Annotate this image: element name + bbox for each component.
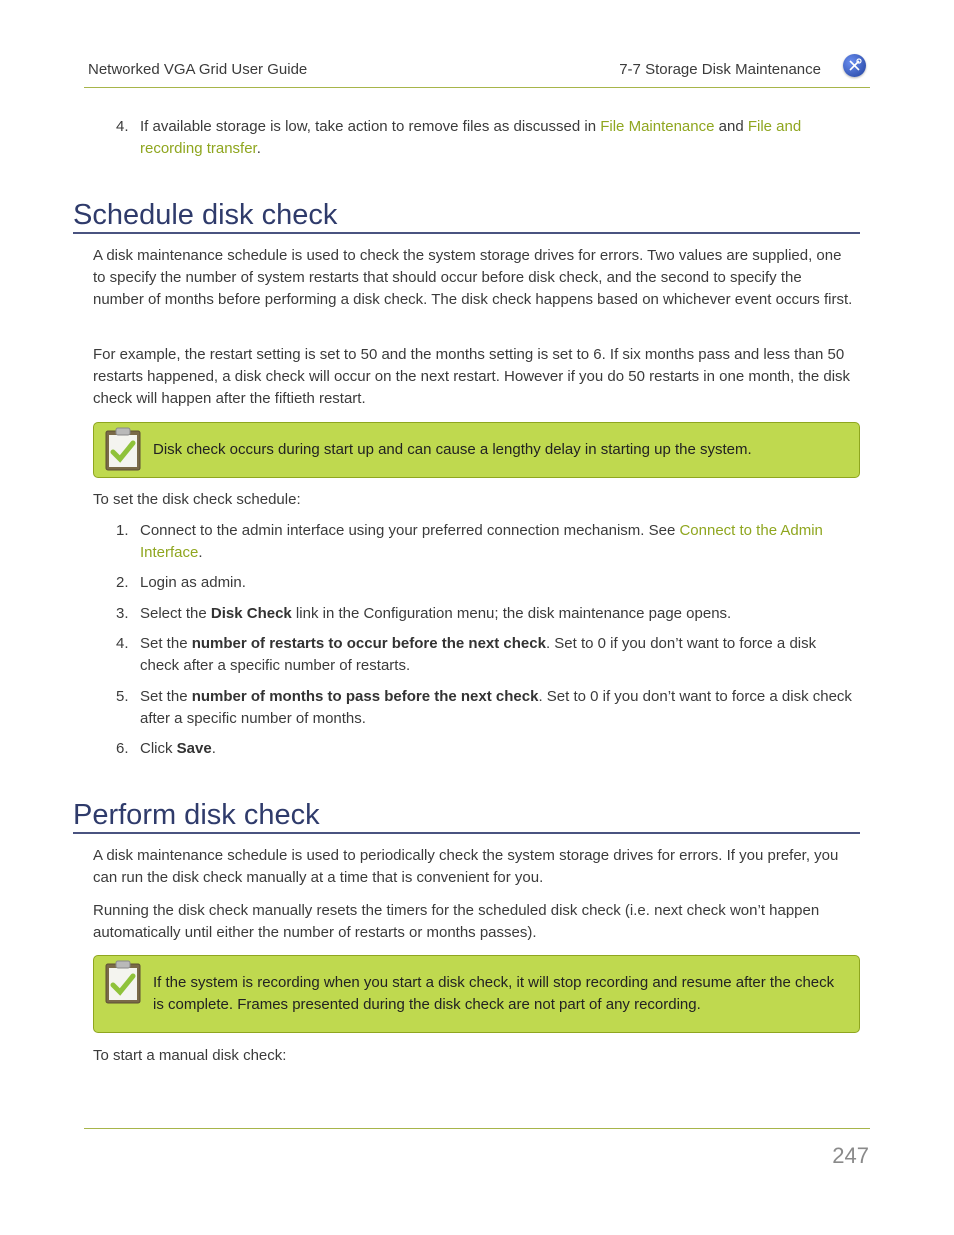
list-item (116, 686, 856, 730)
list-item (116, 738, 856, 760)
step-number: 5. (116, 688, 129, 705)
bold-term: Save (176, 740, 212, 757)
note-box (93, 955, 860, 1033)
schedule-heading: Schedule disk check (73, 198, 860, 234)
step-text: Select the (140, 605, 211, 622)
file-recording-transfer-link[interactable]: File and recording transfer (140, 118, 802, 157)
list-item (116, 520, 856, 564)
list-item (116, 633, 856, 677)
step-number: 4. (116, 635, 129, 652)
perform-para-1: A disk maintenance schedule is used to periodically check the system storage drives for errors. If you prefer, you can run the disk check manually at a time that is convenient for you. (93, 847, 839, 886)
step-number: 4. (116, 118, 129, 135)
page-header (84, 52, 870, 88)
bold-term: number of months to pass before the next check (191, 688, 539, 705)
note-text: If the system is recording when you start a disk check, it will stop recording and resume after the check is complete. Frames presented during the disk check are not part of any recording. (153, 974, 835, 1013)
step-text: Connect to the admin interface using your preferred connection mechanism. See (140, 522, 680, 539)
step-text: and (714, 118, 748, 135)
note-text: Disk check occurs during start up and can cause a lengthy delay in starting up the system. (153, 441, 752, 458)
footer-rule (84, 1128, 870, 1129)
step-text: . Set to 0 if you don’t want to force a disk check after a specific number of months. (140, 688, 852, 727)
step-text: If available storage is low, take action to remove files as discussed in (140, 118, 601, 135)
perform-para-2: Running the disk check manually resets the timers for the scheduled disk check (i.e. next check won’t happen automatically until either the number of restarts or months passes). (93, 902, 820, 941)
step-text: Click (140, 740, 177, 757)
schedule-para-2: For example, the restart setting is set to 50 and the months setting is set to 6. If six months pass and less than 50 restarts happened, a disk check will occur on the next restart. However if you do 50 restarts in one month, the disk check will happen after the fiftieth restart. (93, 346, 851, 407)
intro-step (116, 116, 856, 160)
list-item (116, 603, 856, 625)
section-title: 7-7 Storage Disk Maintenance (619, 61, 821, 78)
step-text: Login as admin. (140, 574, 246, 591)
doc-title: Networked VGA Grid User Guide (88, 61, 308, 78)
note-box (93, 422, 860, 478)
step-number: 6. (116, 740, 129, 757)
step-number: 3. (116, 605, 129, 622)
perform-heading: Perform disk check (73, 798, 860, 834)
list-item (116, 572, 856, 594)
step-text: Set the (140, 635, 192, 652)
page-number: 247 (832, 1143, 869, 1168)
clipboard-check-icon (104, 959, 142, 1012)
step-text: . (211, 740, 216, 757)
bold-term: number of restarts to occur before the next check (191, 635, 546, 652)
file-maintenance-link[interactable]: File Maintenance (600, 118, 715, 135)
step-number: 2. (116, 574, 129, 591)
step-text: Set the (140, 688, 192, 705)
schedule-para-1: A disk maintenance schedule is used to check the system storage drives for errors. Two values are supplied, one to specify the number of system restarts that should occur before disk check, and the second to specify the number of months before performing a disk check. The disk check happens based on whichever event occurs first. (93, 247, 853, 308)
connect-admin-link[interactable]: Connect to the Admin Interface (140, 522, 823, 561)
step-text: . Set to 0 if you don’t want to force a disk check after a specific number of restarts. (140, 635, 817, 674)
schedule-lead: To set the disk check schedule: (93, 491, 301, 508)
clipboard-check-icon (104, 426, 142, 479)
bold-term: Disk Check (210, 605, 292, 622)
tools-icon (843, 54, 866, 77)
perform-lead: To start a manual disk check: (93, 1047, 287, 1064)
step-text: . (198, 544, 203, 561)
step-text: . (256, 140, 261, 157)
step-number: 1. (116, 522, 129, 539)
step-text: link in the Configuration menu; the disk maintenance page opens. (291, 605, 732, 622)
